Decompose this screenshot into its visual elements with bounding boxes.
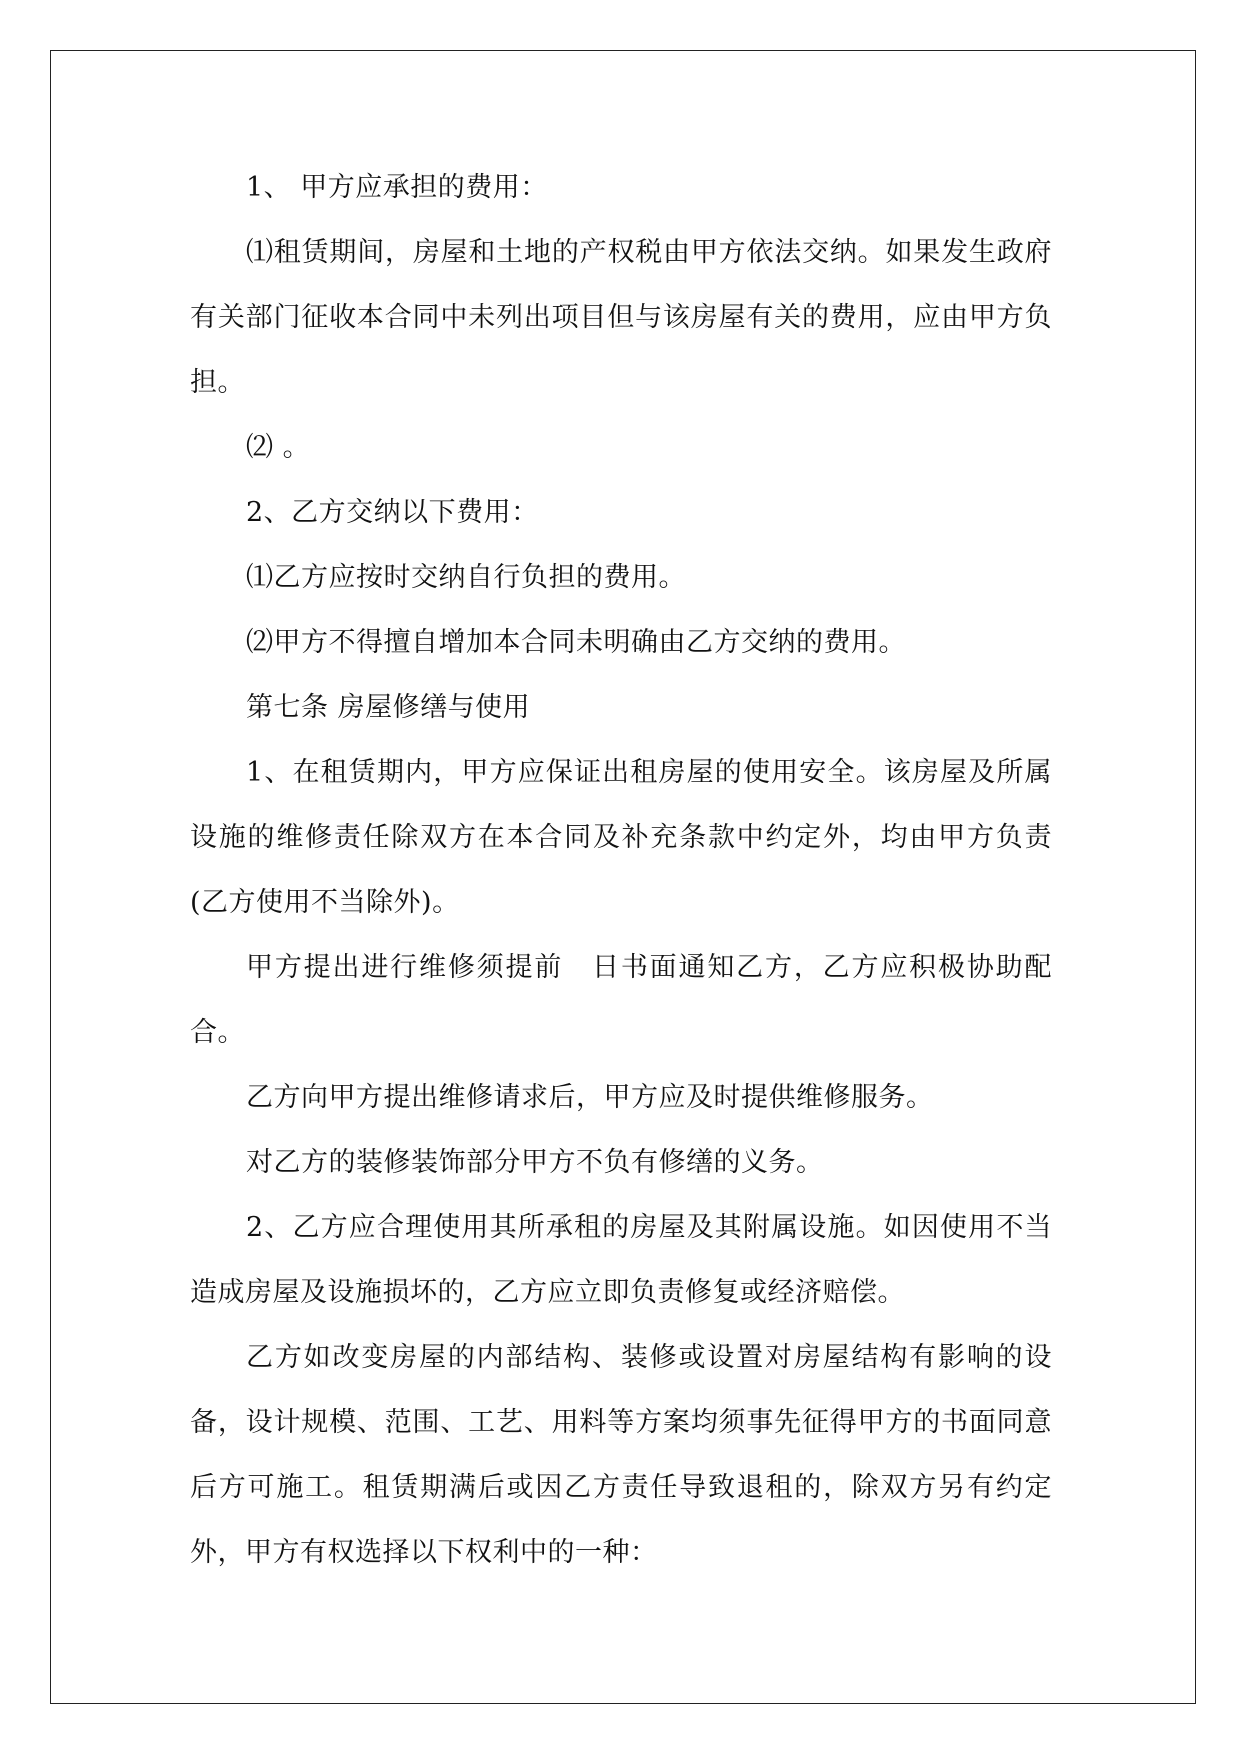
paragraph-property-tax: ⑴租赁期间，房屋和土地的产权税由甲方依法交纳。如果发生政府有关部门征收本合同中未列出项目但与该房屋有关的费用，应由甲方负担。 (190, 237, 1052, 398)
paragraph-fee-party-a-heading: 1、 甲方应承担的费用： (246, 172, 548, 203)
paragraph-blank-item: ⑵ 。 (246, 432, 311, 463)
document-body (190, 155, 1052, 1585)
paragraph-party-b-pay-on-time: ⑴乙方应按时交纳自行负担的费用。 (246, 562, 686, 593)
paragraph-repair-request: 乙方向甲方提出维修请求后，甲方应及时提供维修服务。 (246, 1082, 934, 1113)
section-heading-article-7: 第七条 房屋修缮与使用 (246, 692, 531, 723)
paragraph-structure-change: 乙方如改变房屋的内部结构、装修或设置对房屋结构有影响的设备，设计规模、范围、工艺、用料等方案均须事先征得甲方的书面同意后方可施工。租赁期满后或因乙方责任导致退租的，除双方另有约定外，甲方有权选择以下权利中的一种： (190, 1342, 1052, 1568)
paragraph-decoration-exclusion: 对乙方的装修装饰部分甲方不负有修缮的义务。 (246, 1147, 824, 1178)
paragraph-reasonable-use: 2、乙方应合理使用其所承租的房屋及其附属设施。如因使用不当造成房屋及设施损坏的，乙方应立即负责修复或经济赔偿。 (190, 1212, 1052, 1308)
paragraph-fee-party-b-heading: 2、乙方交纳以下费用： (246, 497, 539, 528)
paragraph-no-extra-fees: ⑵甲方不得擅自增加本合同未明确由乙方交纳的费用。 (246, 627, 906, 658)
paragraph-repair-notice: 甲方提出进行维修须提前 日书面通知乙方，乙方应积极协助配合。 (190, 952, 1052, 1048)
paragraph-repair-responsibility: 1、在租赁期内，甲方应保证出租房屋的使用安全。该房屋及所属设施的维修责任除双方在本合同及补充条款中约定外，均由甲方负责(乙方使用不当除外)。 (190, 757, 1052, 918)
